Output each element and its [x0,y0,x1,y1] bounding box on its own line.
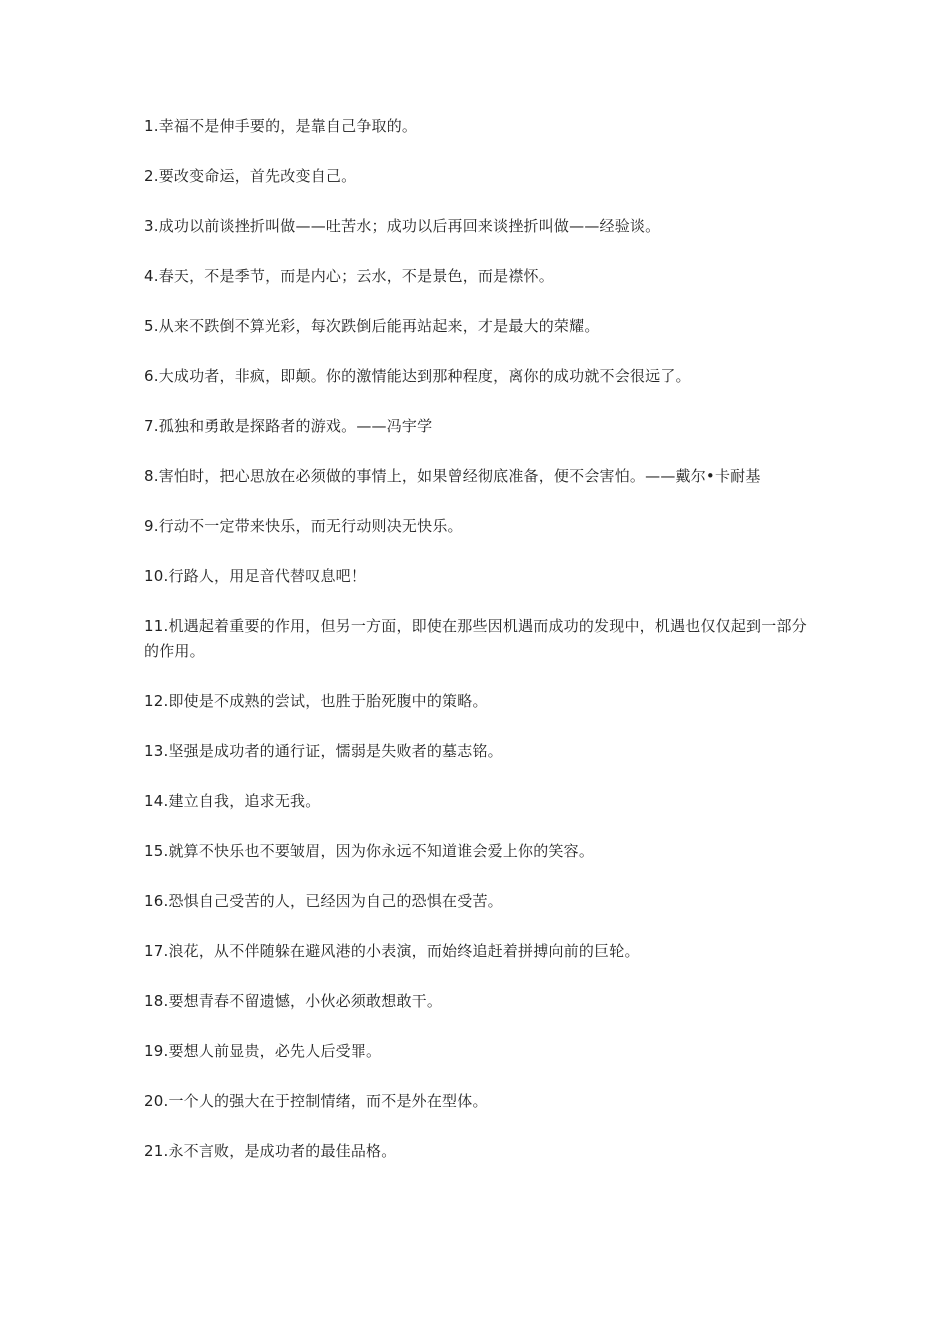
quote-item: 16.恐惧自己受苦的人，已经因为自己的恐惧在受苦。 [144,892,503,910]
quote-item: 19.要想人前显贵，必先人后受罪。 [144,1042,382,1060]
quote-item: 12.即使是不成熟的尝试，也胜于胎死腹中的策略。 [144,692,488,710]
quote-list [144,114,808,1189]
quote-item: 4.春天，不是季节，而是内心；云水，不是景色，而是襟怀。 [144,267,554,285]
quote-item: 20.一个人的强大在于控制情绪，而不是外在型体。 [144,1092,488,1110]
quote-item: 18.要想青春不留遗憾，小伙必须敢想敢干。 [144,992,443,1010]
quote-item: 15.就算不快乐也不要皱眉，因为你永远不知道谁会爱上你的笑容。 [144,842,595,860]
quote-item: 14.建立自我，追求无我。 [144,792,321,810]
quote-item: 11.机遇起着重要的作用，但另一方面，即使在那些因机遇而成功的发现中，机遇也仅仅起到一部分的作用。 [144,617,807,660]
quote-item: 6.大成功者，非疯，即颠。你的激情能达到那种程度，离你的成功就不会很远了。 [144,367,691,385]
quote-item: 8.害怕时，把心思放在必须做的事情上，如果曾经彻底准备，便不会害怕。——戴尔•卡耐基 [144,467,761,485]
quote-item: 3.成功以前谈挫折叫做——吐苦水；成功以后再回来谈挫折叫做——经验谈。 [144,217,661,235]
quote-item: 5.从来不跌倒不算光彩，每次跌倒后能再站起来，才是最大的荣耀。 [144,317,600,335]
quote-item: 1.幸福不是伸手要的，是靠自己争取的。 [144,117,418,135]
quote-item: 2.要改变命运，首先改变自己。 [144,167,357,185]
quote-item: 9.行动不一定带来快乐，而无行动则决无快乐。 [144,517,463,535]
quote-item: 21.永不言败，是成功者的最佳品格。 [144,1142,397,1160]
quote-item: 17.浪花，从不伴随躲在避风港的小表演，而始终追赶着拼搏向前的巨轮。 [144,942,640,960]
quote-item: 10.行路人，用足音代替叹息吧！ [144,567,367,585]
quote-item: 13.坚强是成功者的通行证，懦弱是失败者的墓志铭。 [144,742,503,760]
quote-item: 7.孤独和勇敢是探路者的游戏。——冯宇学 [144,417,433,435]
